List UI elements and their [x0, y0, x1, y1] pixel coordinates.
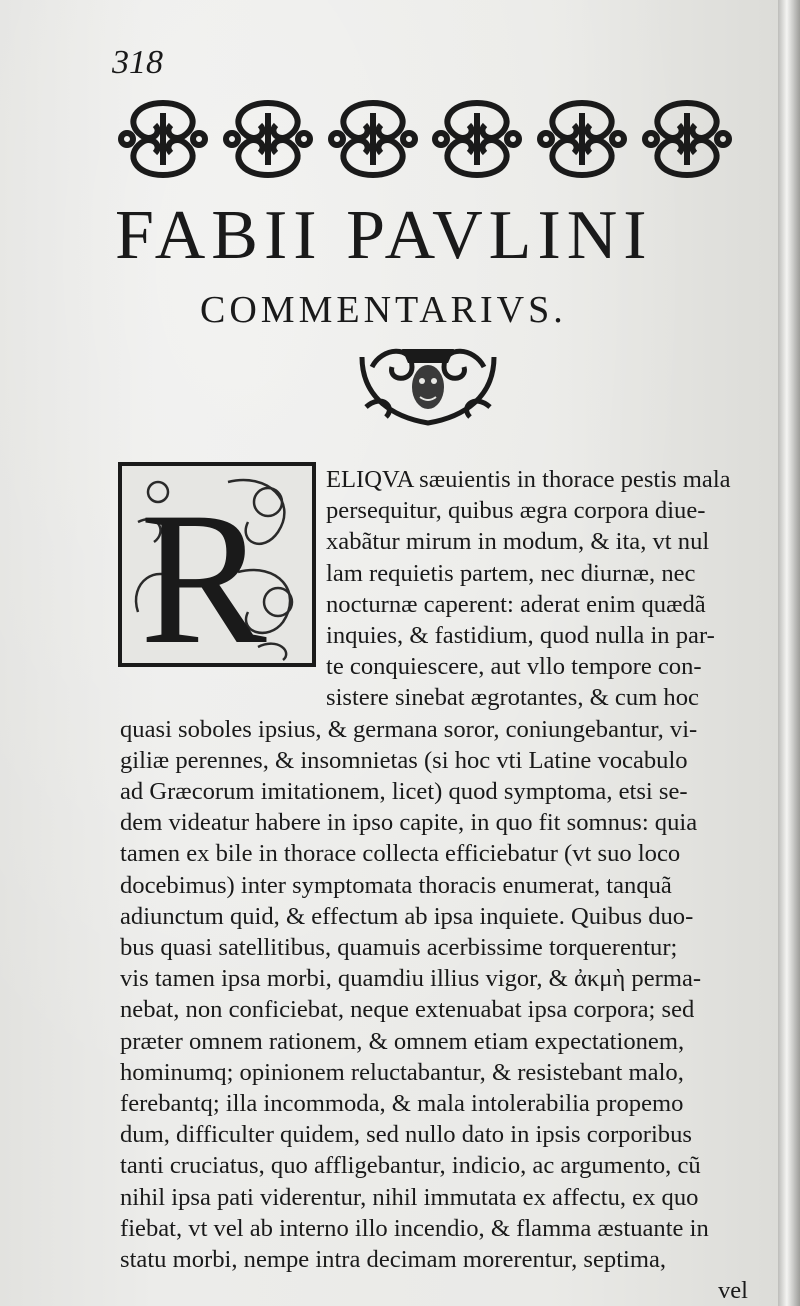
- text-line: statu morbi, nempe intra decimam morerentur, septima,: [120, 1246, 667, 1274]
- text-line: giliæ perennes, & insomnietas (si hoc vti Latine vocabulo: [120, 746, 688, 774]
- fleuron-ornament-icon: [429, 93, 525, 185]
- page-subtitle: COMMENTARIVS.: [200, 289, 567, 331]
- ornament-band: [115, 93, 735, 185]
- text-line: quasi soboles ipsius, & germana soror, coniungebantur, vi-: [120, 715, 698, 743]
- text-line: bus quasi satellitibus, quamuis acerbissime torquerentur;: [120, 934, 678, 962]
- fleuron-ornament-icon: [115, 93, 211, 185]
- text-line: persequitur, quibus ægra corpora diue-: [326, 497, 706, 525]
- text-line: nebat, non conficiebat, neque extenuabat ipsa corpora; sed: [120, 996, 695, 1024]
- text-line: tanti cruciatus, quo affligebantur, indicio, ac argumento, cũ: [120, 1152, 701, 1180]
- text-line: sistere sinebat ægrotantes, & cum hoc: [326, 684, 699, 712]
- text-line: nihil ipsa pati viderentur, nihil immutata ex affectu, ex quo: [120, 1183, 699, 1211]
- text-line: ad Græcorum imitationem, licet) quod symptoma, etsi se-: [120, 778, 688, 806]
- book-spine-edge: [778, 0, 800, 1306]
- text-line: dem videatur habere in ipso capite, in quo fit somnus: quia: [120, 809, 698, 837]
- body-text: [120, 464, 748, 1306]
- text-line: nocturnæ caperent: aderat enim quædã: [326, 590, 706, 618]
- page-title: FABII PAVLINI: [115, 197, 653, 274]
- text-line: xabãtur mirum in modum, & ita, vt nul: [326, 528, 710, 556]
- text-line: vis tamen ipsa morbi, quamdiu illius vigor, & ἀκμὴ perma-: [120, 965, 702, 993]
- drop-cap-letter: R: [140, 474, 267, 667]
- text-line: inquies, & fastidium, quod nulla in par-: [326, 622, 715, 650]
- text-line: docebimus) inter symptomata thoracis enumerat, tanquã: [120, 871, 672, 899]
- fleuron-ornament-icon: [534, 93, 630, 185]
- fleuron-ornament-icon: [325, 93, 421, 185]
- text-line: lam requietis partem, nec diurnæ, nec: [326, 559, 696, 587]
- grotesque-mask-headpiece-icon: [352, 337, 504, 429]
- text-line: adiunctum quid, & effectum ab ipsa inquiete. Quibus duo-: [120, 902, 694, 930]
- text-line: dum, difficulter quidem, sed nullo dato in ipsis corporibus: [120, 1121, 692, 1149]
- fleuron-ornament-icon: [220, 93, 316, 185]
- catchword: vel: [717, 1277, 748, 1305]
- text-line: hominumq; opinionem reluctabantur, & resistebant malo,: [120, 1058, 684, 1086]
- page-number: 318: [112, 44, 163, 81]
- text-line: ferebantq; illa incommoda, & mala intolerabilia propemo: [120, 1090, 684, 1118]
- text-line: ELIQVA sæuientis in thorace pestis mala: [326, 466, 731, 493]
- fleuron-ornament-icon: [639, 93, 735, 185]
- text-line: præter omnem rationem, & omnem etiam expectationem,: [120, 1027, 685, 1055]
- text-line: tamen ex bile in thorace collecta efficiebatur (vt suo loco: [120, 840, 681, 868]
- text-line: te conquiescere, aut vllo tempore con-: [326, 653, 702, 681]
- text-line: fiebat, vt vel ab interno illo incendio, & flamma æstuante in: [120, 1214, 709, 1242]
